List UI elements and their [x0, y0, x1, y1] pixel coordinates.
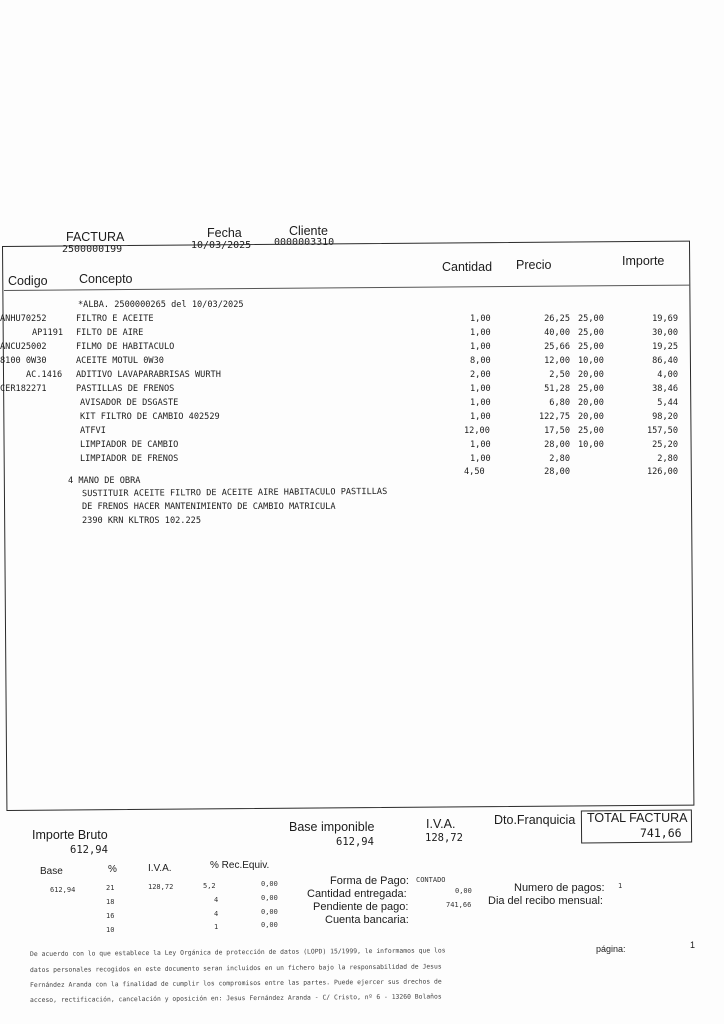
tax-pct-value: 18: [106, 898, 115, 906]
item-concepto: ACEITE MOTUL 0W30: [76, 356, 164, 366]
table-row: [6, 440, 678, 452]
table-row: [6, 328, 678, 340]
cuenta-bancaria-label: Cuenta bancaria:: [325, 914, 409, 926]
item-cantidad: 1,00: [470, 342, 491, 352]
item-concepto: LIMPIADOR DE CAMBIO: [80, 440, 179, 450]
iva-value: 128,72: [425, 832, 463, 844]
item-dto: 25,00: [578, 342, 604, 352]
item-cantidad: 1,00: [470, 314, 491, 324]
item-cantidad: 1,00: [470, 412, 491, 422]
albaran-reference: *ALBA. 2500000265 del 10/03/2025: [78, 300, 244, 310]
item-cantidad: 8,00: [470, 356, 491, 366]
mano-obra-line: DE FRENOS HACER MANTENIMIENTO DE CAMBIO MATRICULA: [82, 502, 336, 512]
item-precio: 17,50: [544, 426, 570, 436]
item-cantidad: 2,00: [470, 370, 491, 380]
tax-pct-header: %: [108, 864, 117, 875]
legal-line: acceso, rectificación, cancelación y oposición en: Jesus Fernández Aranda - C/ Cristo, nº 6 - 13260 Bolaños: [30, 992, 442, 1004]
item-importe: 30,00: [652, 328, 678, 338]
item-cantidad: 4,50: [464, 467, 485, 477]
forma-pago-value: CONTADO: [416, 876, 446, 884]
mano-obra-line: SUSTITUIR ACEITE FILTRO DE ACEITE AIRE HABITACULO PASTILLAS: [81, 486, 388, 500]
iva-label: I.V.A.: [426, 817, 456, 831]
table-row: [6, 454, 678, 466]
item-precio: 6,80: [549, 398, 570, 408]
item-codigo: ANHU70252: [0, 314, 47, 324]
item-precio: 28,00: [544, 467, 570, 477]
tax-iva-header: I.V.A.: [148, 863, 172, 874]
cantidad-entregada-label: Cantidad entregada:: [307, 888, 407, 900]
column-importe: Importe: [622, 254, 665, 268]
num-pagos-label: Numero de pagos:: [514, 882, 605, 894]
item-importe: 98,20: [652, 412, 678, 422]
factura-label: FACTURA: [66, 230, 125, 244]
column-precio: Precio: [516, 258, 552, 272]
dia-recibo-label: Dia del recibo mensual:: [488, 895, 603, 907]
pagina-label: página:: [596, 944, 626, 954]
legal-line: Fernández Aranda con la finalidad de cumplir los compromisos entre las partes. Puede ejercer sus drechos de: [30, 977, 442, 989]
importe-bruto-value: 612,94: [70, 844, 108, 856]
item-importe: 38,46: [652, 384, 678, 394]
tax-rec-pct: 4: [214, 910, 219, 918]
item-dto: 25,00: [578, 314, 604, 324]
table-row: [0, 342, 678, 354]
item-codigo: ANCU25002: [0, 342, 47, 352]
tax-rec-pct: 4: [214, 896, 219, 904]
item-importe: 2,80: [657, 454, 678, 464]
pagina-value: 1: [690, 940, 696, 950]
factura-number: 2500000199: [62, 244, 123, 255]
item-dto: 20,00: [578, 398, 604, 408]
tax-iva-value: 128,72: [148, 883, 174, 891]
item-precio: 12,00: [544, 356, 570, 366]
cliente-label: Cliente: [289, 224, 328, 238]
item-precio: 40,00: [544, 328, 570, 338]
item-precio: 26,25: [544, 314, 570, 324]
fecha-value: 10/03/2025: [191, 240, 252, 251]
tax-rec-value: 0,00: [261, 880, 278, 888]
pendiente-pago-label: Pendiente de pago:: [313, 901, 409, 913]
item-codigo: 8100 0W30: [0, 356, 47, 366]
item-importe: 25,20: [652, 440, 678, 450]
item-cantidad: 1,00: [470, 454, 491, 464]
item-dto: 25,00: [578, 426, 604, 436]
table-row: [6, 426, 678, 438]
table-row: [6, 398, 678, 410]
total-factura-value: 741,66: [640, 826, 682, 840]
tax-base-header: Base: [40, 866, 63, 877]
item-codigo: AC.1416: [26, 370, 63, 380]
item-dto: 10,00: [578, 356, 604, 366]
tax-pct-value: 10: [106, 926, 115, 934]
item-importe: 4,00: [657, 370, 678, 380]
tax-rec-pct: 1: [214, 923, 219, 931]
table-row: [6, 412, 678, 424]
item-precio: 28,00: [544, 440, 570, 450]
item-dto: 10,00: [578, 440, 604, 450]
cantidad-entregada-value: 0,00: [455, 887, 472, 895]
item-precio: 51,28: [544, 384, 570, 394]
item-dto: 20,00: [578, 370, 604, 380]
item-concepto: FILTRO E ACEITE: [76, 314, 154, 324]
item-concepto: ADITIVO LAVAPARABRISAS WURTH: [76, 370, 221, 380]
item-precio: 25,66: [544, 342, 570, 352]
tax-rec-value: 0,00: [261, 908, 278, 916]
item-cantidad: 1,00: [470, 440, 491, 450]
mano-obra-line: 2390 KRN KLTROS 102.225: [82, 516, 201, 526]
item-dto: 25,00: [578, 384, 604, 394]
item-importe: 86,40: [652, 356, 678, 366]
item-concepto: AVISADOR DE DSGASTE: [80, 398, 179, 408]
tax-pct-value: 16: [106, 912, 115, 920]
item-cantidad: 1,00: [470, 398, 491, 408]
item-concepto: PASTILLAS DE FRENOS: [76, 384, 175, 394]
item-cantidad: 1,00: [470, 384, 491, 394]
item-cantidad: 12,00: [464, 426, 490, 436]
pendiente-pago-value: 741,66: [446, 901, 472, 909]
item-importe: 126,00: [646, 467, 678, 477]
item-concepto: FILMO DE HABITACULO: [76, 342, 175, 352]
column-concepto: Concepto: [79, 272, 133, 286]
cliente-value: 0000003310: [274, 237, 335, 248]
tax-rec-header: % Rec.Equiv.: [210, 860, 270, 871]
item-codigo: CER182271: [0, 384, 47, 394]
item-concepto: ATFVI: [80, 426, 106, 436]
item-precio: 2,50: [549, 370, 570, 380]
table-row: [6, 370, 678, 382]
column-codigo: Codigo: [8, 274, 48, 288]
table-row: [0, 384, 678, 396]
fecha-label: Fecha: [207, 226, 242, 240]
table-row: [0, 314, 678, 326]
item-cantidad: 1,00: [470, 328, 491, 338]
tax-rec-pct: 5,2: [203, 882, 216, 890]
item-importe: 19,25: [652, 342, 678, 352]
forma-pago-label: Forma de Pago:: [330, 875, 409, 887]
item-dto: 25,00: [578, 328, 604, 338]
tax-base-value: 612,94: [50, 886, 76, 894]
base-imponible-label: Base imponible: [289, 820, 375, 834]
base-imponible-value: 612,94: [336, 836, 374, 848]
column-cantidad: Cantidad: [442, 260, 493, 274]
tax-pct-value: 21: [106, 884, 115, 892]
dto-franquicia-label: Dto.Franquicia: [494, 813, 576, 827]
legal-line: De acuerdo con lo que establece la Ley Orgánica de protección de datos (LOPD) 15/1999, le informamos que los: [30, 946, 446, 958]
total-factura-label: TOTAL FACTURA: [587, 811, 688, 825]
importe-bruto-label: Importe Bruto: [32, 828, 108, 842]
item-precio: 122,75: [538, 412, 570, 422]
legal-line: datos personales recogidos en este documento seran incluidos en un fichero bajo la responsabilidad de Jesus: [30, 962, 442, 974]
item-codigo: AP1191: [32, 328, 64, 338]
num-pagos-value: 1: [618, 882, 623, 890]
table-row: [0, 356, 678, 368]
item-dto: 20,00: [578, 412, 604, 422]
item-importe: 19,69: [652, 314, 678, 324]
item-precio: 2,80: [549, 454, 570, 464]
item-concepto: LIMPIADOR DE FRENOS: [80, 454, 179, 464]
tax-rec-value: 0,00: [261, 921, 278, 929]
item-concepto: KIT FILTRO DE CAMBIO 402529: [80, 412, 220, 422]
item-importe: 5,44: [657, 398, 678, 408]
mano-obra-title: 4 MANO DE OBRA: [68, 476, 141, 486]
item-concepto: FILTO DE AIRE: [76, 328, 144, 338]
tax-rec-value: 0,00: [261, 894, 278, 902]
item-importe: 157,50: [646, 426, 678, 436]
